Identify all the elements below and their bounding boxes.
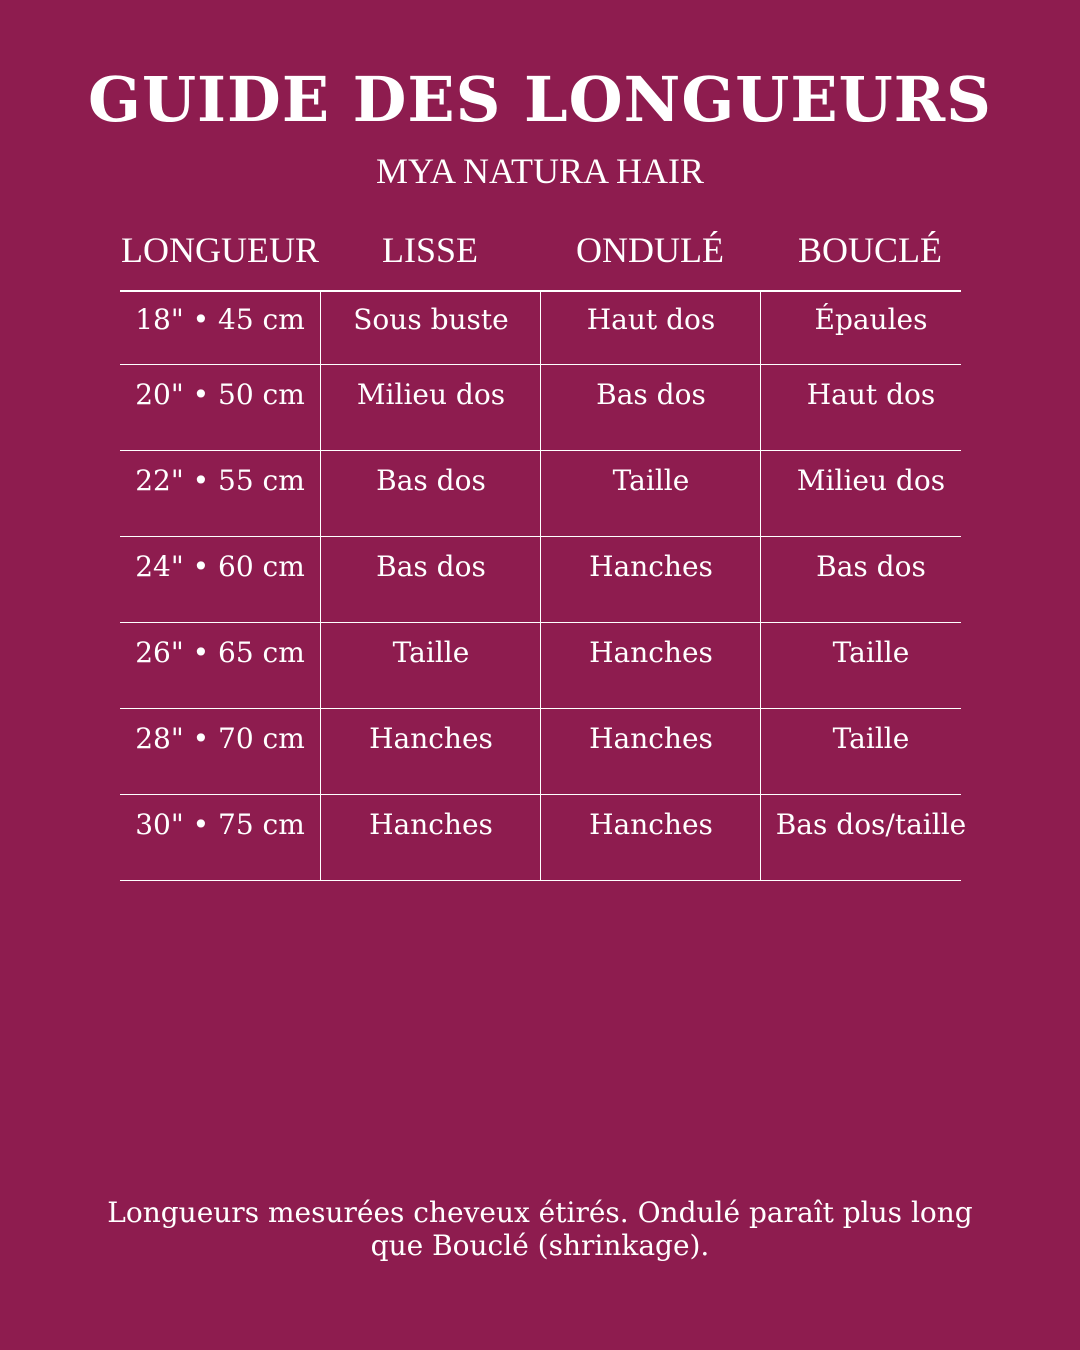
boucle-cell: Taille	[760, 623, 981, 708]
column-header-lisse: LISSE	[381, 230, 478, 270]
page-title: GUIDE DES LONGUEURS	[88, 63, 992, 136]
footnote: Longueurs mesurées cheveux étirés. Ondulé paraît plus long que Bouclé (shrinkage).	[107, 1196, 973, 1262]
boucle-cell: Épaules	[760, 290, 981, 364]
column-header-longueur: LONGUEUR	[121, 230, 319, 270]
ondule-cell: Hanches	[540, 537, 761, 622]
boucle-cell: Taille	[760, 709, 981, 794]
boucle-cell: Bas dos/taille	[760, 795, 981, 880]
ondule-cell: Bas dos	[540, 365, 761, 450]
boucle-cell: Haut dos	[760, 365, 981, 450]
length-cell: 22" • 55 cm	[135, 464, 305, 497]
lisse-cell: Bas dos	[320, 537, 541, 622]
length-cell: 18" • 45 cm	[135, 303, 305, 336]
boucle-cell: Bas dos	[760, 537, 981, 622]
table-row	[120, 365, 961, 451]
table-row	[120, 795, 967, 881]
table-row	[120, 537, 961, 623]
ondule-cell: Hanches	[540, 709, 761, 794]
table-row	[120, 451, 961, 537]
length-cell: 26" • 65 cm	[135, 636, 305, 669]
table-row	[120, 290, 961, 365]
length-cell: 20" • 50 cm	[135, 378, 305, 411]
column-header-ondule: ONDULÉ	[576, 230, 724, 270]
lisse-cell: Bas dos	[320, 451, 541, 536]
length-cell: 28" • 70 cm	[135, 722, 305, 755]
ondule-cell: Hanches	[540, 795, 761, 880]
lisse-cell: Milieu dos	[320, 365, 541, 450]
length-table	[120, 290, 967, 881]
table-row	[120, 623, 961, 709]
table-header-row	[0, 228, 1080, 272]
lisse-cell: Taille	[320, 623, 541, 708]
brand-subtitle: MYA NATURA HAIR	[375, 151, 705, 191]
length-cell: 30" • 75 cm	[135, 808, 305, 841]
lisse-cell: Hanches	[320, 709, 541, 794]
ondule-cell: Hanches	[540, 623, 761, 708]
length-cell: 24" • 60 cm	[135, 550, 305, 583]
ondule-cell: Haut dos	[540, 290, 761, 364]
boucle-cell: Milieu dos	[760, 451, 981, 536]
lisse-cell: Sous buste	[320, 290, 541, 364]
ondule-cell: Taille	[540, 451, 761, 536]
lisse-cell: Hanches	[320, 795, 541, 880]
table-row	[120, 709, 961, 795]
column-header-boucle: BOUCLÉ	[798, 230, 942, 270]
